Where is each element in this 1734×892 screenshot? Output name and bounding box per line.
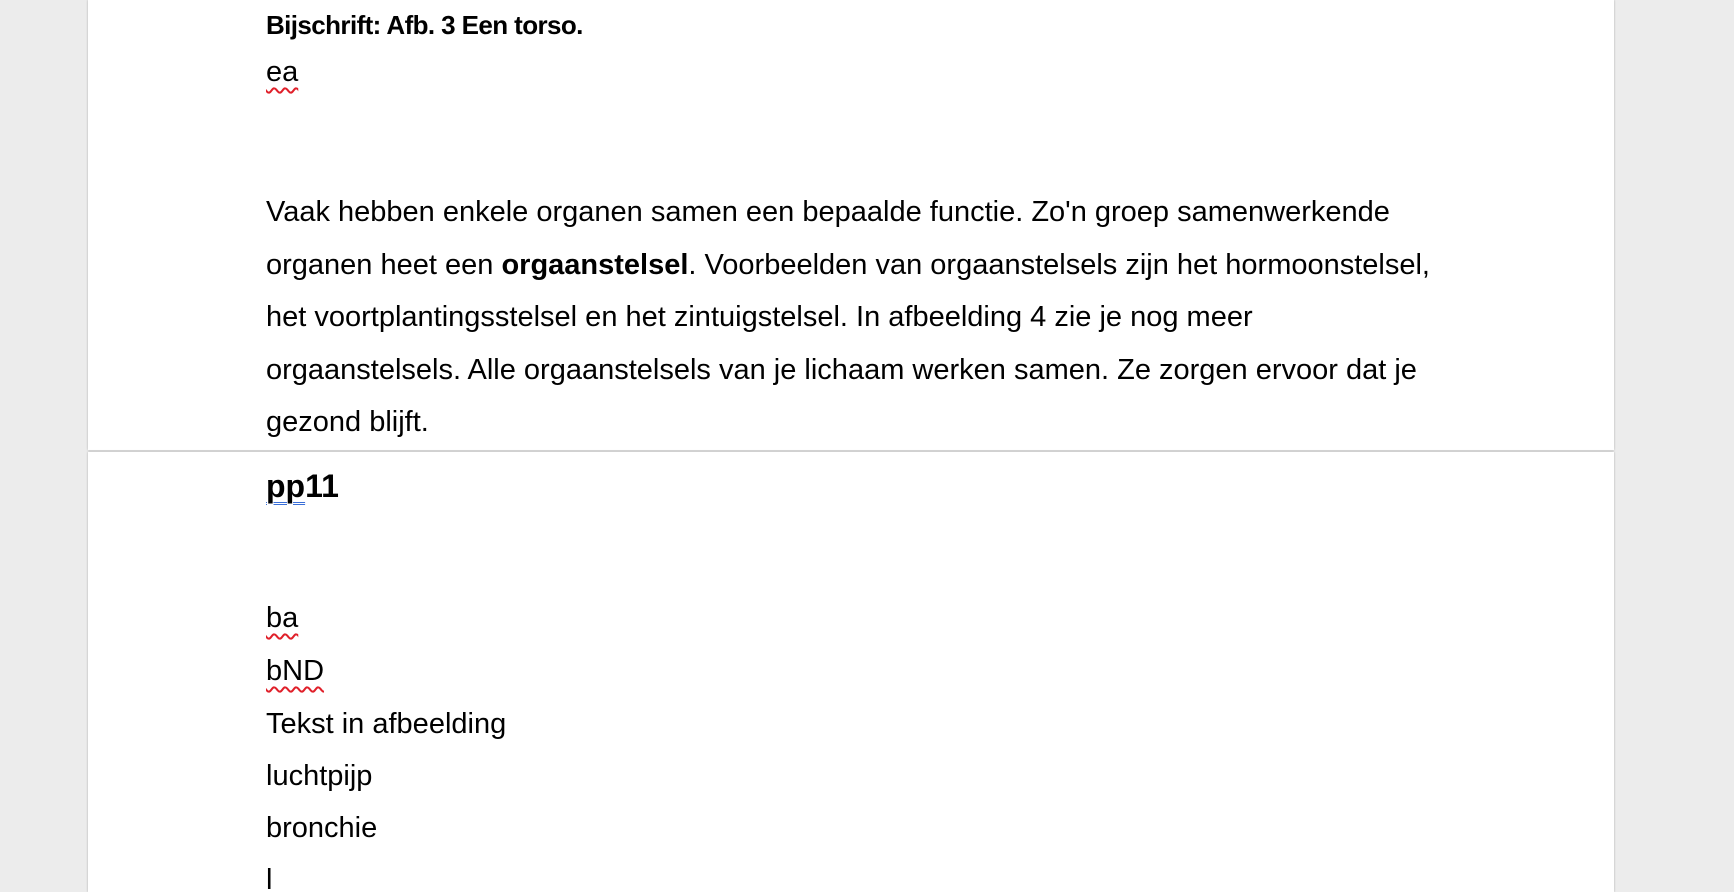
paragraph-text-end: . Voorbeelden van orgaanstelsels zijn het hormoonstelsel, het voortplantingsstelsel en het zintuigstelsel. In afbeelding 4 zie je nog meer orgaanstelsels. Alle orgaanstelsels van je lichaam werken samen. Ze zorgen ervoor dat je gezond blijft. [266,248,1430,438]
body-paragraph[interactable] [266,186,1446,449]
paragraph-text-start: Vaak hebben enkele organen samen een bepaalde functie. Zo'n groep samenwerkende organen heet een [266,196,1390,281]
document-page-1 [88,0,1614,450]
heading-flagged-text: pp [266,468,306,504]
heading-text: 11 [305,468,339,504]
text-line-ba[interactable]: ba [266,602,299,634]
text-line-partial[interactable]: l [266,864,273,892]
text-line-bronchie[interactable]: bronchie [266,812,378,844]
text-line-bnd[interactable]: bND [266,655,325,687]
text-line-ea[interactable]: ea [266,56,299,88]
bold-term-orgaanstelsel: orgaanstelsel [501,248,689,281]
image-caption: Bijschrift: Afb. 3 Een torso. [266,10,583,40]
section-heading[interactable] [266,466,339,506]
text-line-tekst-in-afbeelding[interactable]: Tekst in afbeelding [266,708,507,740]
document-page-2 [88,452,1614,892]
text-line-luchtpijp[interactable]: luchtpijp [266,760,373,792]
